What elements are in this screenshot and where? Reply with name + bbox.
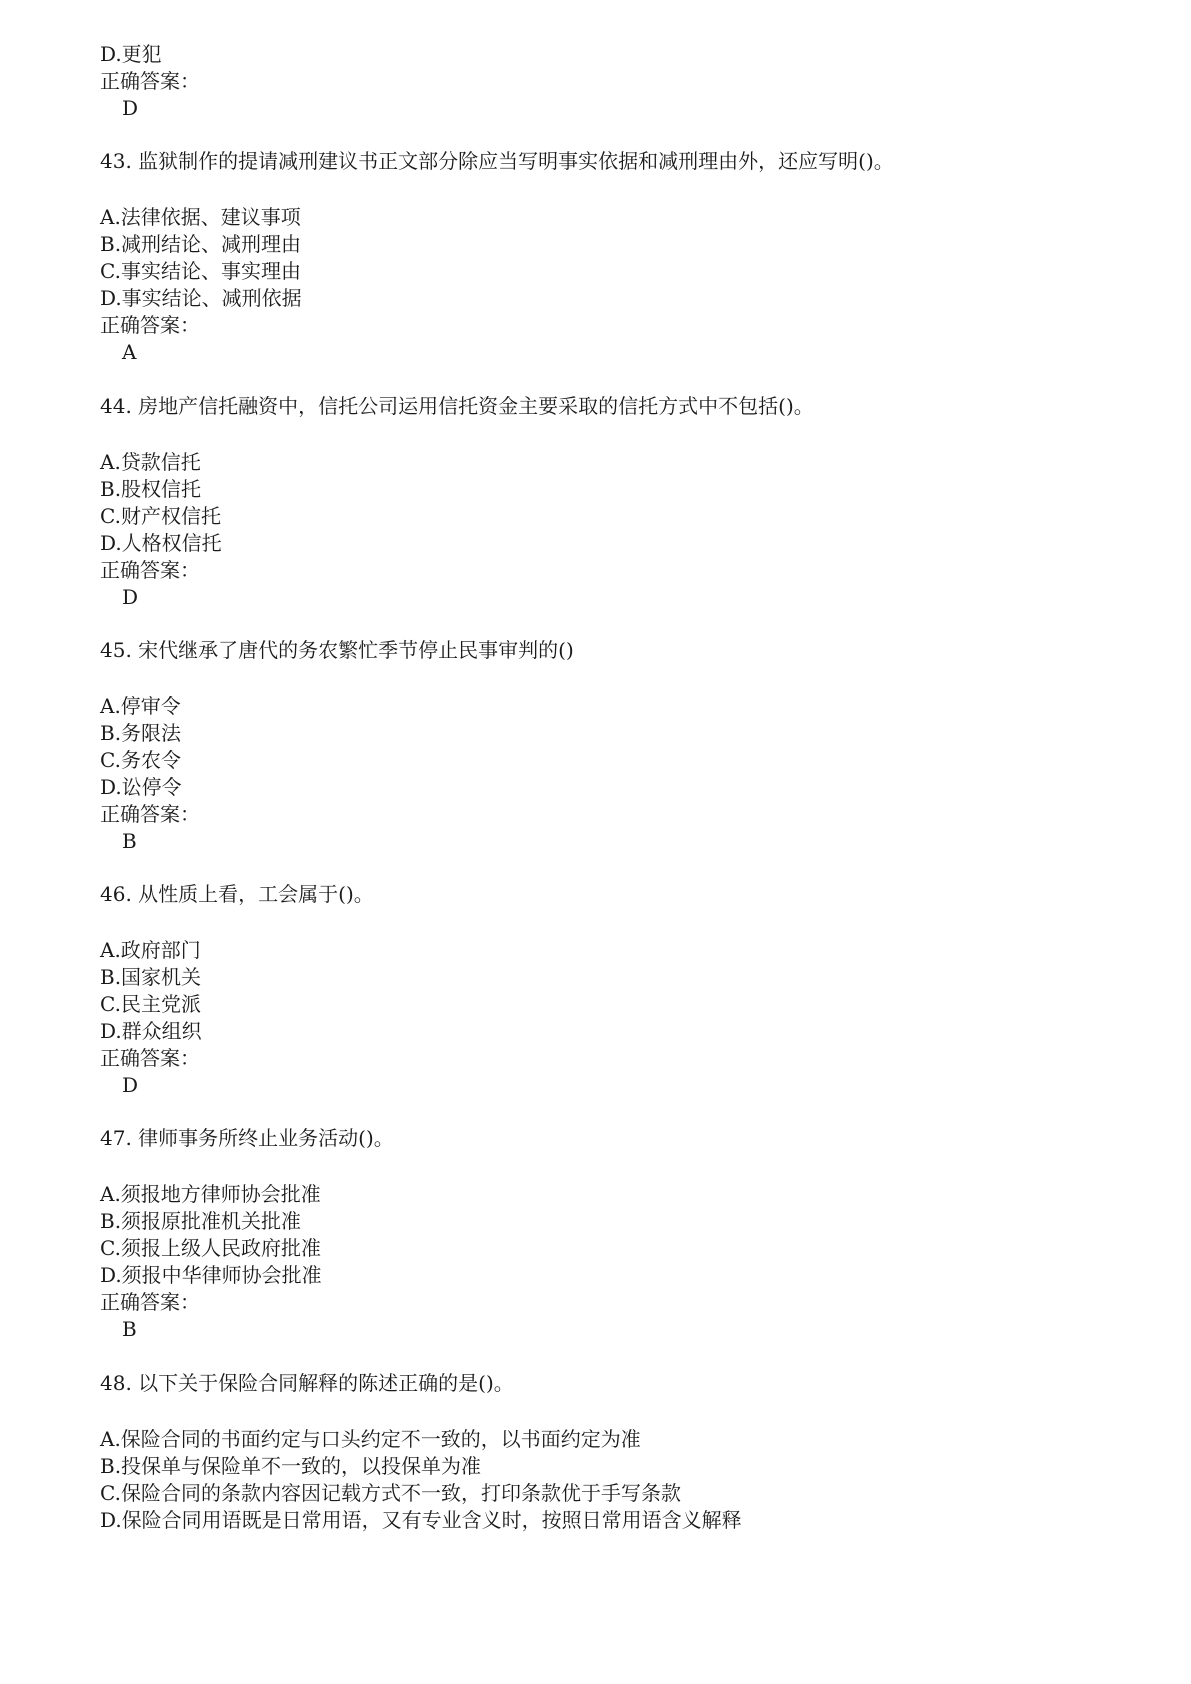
option-b: B.务限法: [100, 721, 182, 745]
option-a: A.政府部门: [100, 938, 201, 962]
answer-value: B: [122, 1317, 137, 1341]
option-d: D.讼停令: [100, 775, 182, 799]
answer-value: A: [122, 340, 137, 364]
question-text: 45. 宋代继承了唐代的务农繁忙季节停止民事审判的(): [100, 638, 574, 662]
answer-label: 正确答案：: [100, 1290, 200, 1314]
option-c: C.民主党派: [100, 992, 201, 1016]
answer-value: B: [122, 829, 137, 853]
option-d: D.事实结论、减刑依据: [100, 286, 302, 310]
option-a: A.停审令: [100, 694, 181, 718]
answer-label: 正确答案：: [100, 558, 200, 582]
answer-label: 正确答案：: [100, 1046, 200, 1070]
option-a: A.贷款信托: [100, 450, 201, 474]
question-text: 47. 律师事务所终止业务活动()。: [100, 1126, 394, 1150]
prev-option-d: D.更犯: [100, 42, 162, 66]
option-a: A.法律依据、建议事项: [100, 205, 301, 229]
answer-label: 正确答案：: [100, 802, 200, 826]
question-text: 48. 以下关于保险合同解释的陈述正确的是()。: [100, 1371, 514, 1395]
option-b: B.股权信托: [100, 477, 202, 501]
answer-value: D: [122, 585, 139, 609]
answer-label: 正确答案：: [100, 69, 200, 93]
option-c: C.保险合同的条款内容因记载方式不一致，打印条款优于手写条款: [100, 1481, 681, 1505]
option-d: D.保险合同用语既是日常用语，又有专业含义时，按照日常用语含义解释: [100, 1508, 742, 1532]
option-b: B.国家机关: [100, 965, 202, 989]
answer-value: D: [122, 1073, 139, 1097]
option-d: D.群众组织: [100, 1019, 202, 1043]
option-c: C.须报上级人民政府批准: [100, 1236, 321, 1260]
option-a: A.须报地方律师协会批准: [100, 1182, 321, 1206]
option-b: B.须报原批准机关批准: [100, 1209, 302, 1233]
answer-label: 正确答案：: [100, 313, 200, 337]
option-c: C.事实结论、事实理由: [100, 259, 301, 283]
option-b: B.减刑结论、减刑理由: [100, 232, 302, 256]
option-c: C.务农令: [100, 748, 181, 772]
answer-value: D: [122, 96, 139, 120]
question-text: 43. 监狱制作的提请减刑建议书正文部分除应当写明事实依据和减刑理由外，还应写明()。: [100, 149, 894, 173]
option-b: B.投保单与保险单不一致的，以投保单为准: [100, 1454, 482, 1478]
question-text: 44. 房地产信托融资中，信托公司运用信托资金主要采取的信托方式中不包括()。: [100, 394, 814, 418]
option-c: C.财产权信托: [100, 504, 221, 528]
option-a: A.保险合同的书面约定与口头约定不一致的，以书面约定为准: [100, 1427, 641, 1451]
question-text: 46. 从性质上看，工会属于()。: [100, 882, 374, 906]
option-d: D.人格权信托: [100, 531, 222, 555]
option-d: D.须报中华律师协会批准: [100, 1263, 322, 1287]
